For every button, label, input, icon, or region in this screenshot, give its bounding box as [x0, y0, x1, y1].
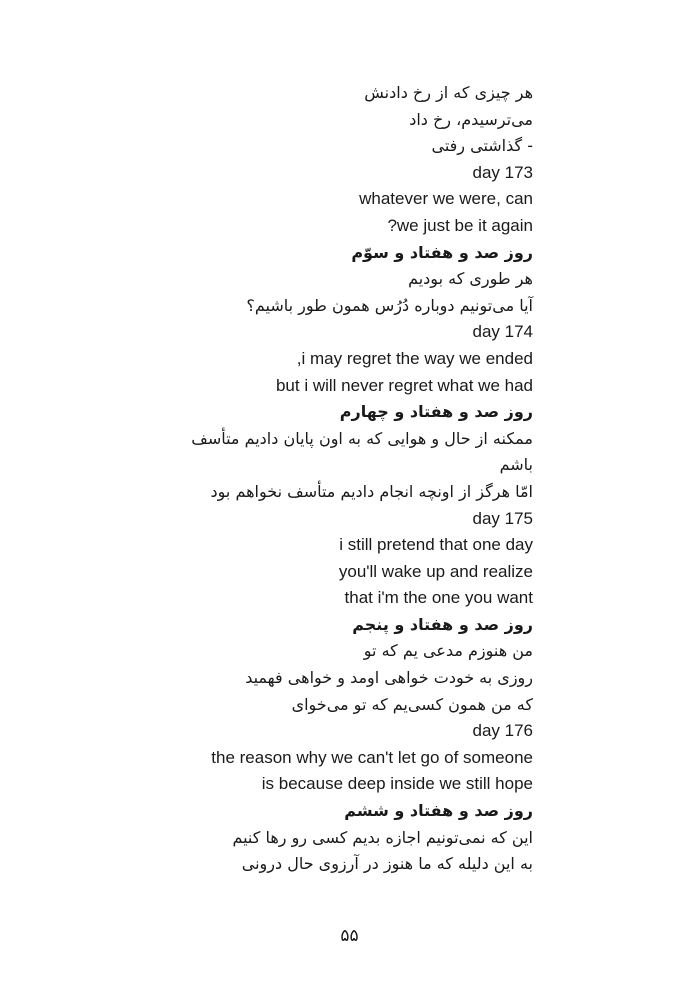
persian-text-line: این که نمی‌تونیم اجازه بدیم کسی رو رها کنیم: [232, 827, 533, 847]
english-text-line: whatever we were, can: [359, 189, 533, 209]
page-text-block: [63, 80, 533, 878]
persian-text-line: روز صد و هفتاد و سوّم: [351, 242, 533, 262]
english-text-line: that i'm the one you want: [344, 588, 533, 608]
persian-text-line: من هنوزم مدعی یم که تو: [363, 641, 533, 661]
english-text-line: day 175: [472, 508, 533, 528]
english-text-line: is because deep inside we still hope: [261, 774, 533, 794]
persian-text-line: که من همون کسی‌یم که تو می‌خوای: [291, 694, 533, 714]
persian-text-line: هر چیزی که از رخ دادنش: [364, 83, 533, 102]
persian-text-line: روزی به خودت خواهی اومد و خواهی فهمید: [245, 668, 533, 688]
english-text-line: day 176: [472, 721, 533, 741]
persian-text-line: - گذاشتی رفتی: [431, 136, 533, 156]
english-text-line: ?we just be it again: [387, 215, 533, 235]
english-text-line: ,i may regret the way we ended: [296, 348, 533, 368]
persian-text-line: امّا هرگز از اونچه انجام دادیم متأسف نخواهم بود: [210, 481, 533, 501]
persian-text-line: باشم: [499, 455, 533, 475]
persian-text-line: به این دلیله که ما هنوز در آرزوی حال درونی: [241, 854, 533, 874]
persian-text-line: هر طوری که بودیم: [408, 269, 533, 289]
page-number: ۵۵: [340, 926, 359, 946]
english-text-line: i still pretend that one day: [339, 535, 533, 555]
persian-text-line: می‌ترسیدم، رخ داد: [409, 109, 533, 129]
english-text-line: day 174: [472, 322, 533, 342]
english-text-line: but i will never regret what we had: [275, 375, 533, 395]
persian-text-line: روز صد و هفتاد و ششم: [344, 801, 533, 821]
english-text-line: day 173: [472, 162, 533, 182]
persian-text-line: آیا می‌تونیم دوباره دُرُس همون طور باشیم؟: [246, 295, 533, 315]
persian-text-line: ممکنه از حال و هوایی که به اون پایان دادیم متأسف: [191, 428, 533, 448]
persian-text-line: روز صد و هفتاد و چهارم: [339, 402, 533, 422]
english-text-line: you'll wake up and realize: [338, 561, 533, 581]
english-text-line: the reason why we can't let go of someone: [211, 747, 533, 767]
persian-text-line: روز صد و هفتاد و پنجم: [352, 614, 533, 634]
